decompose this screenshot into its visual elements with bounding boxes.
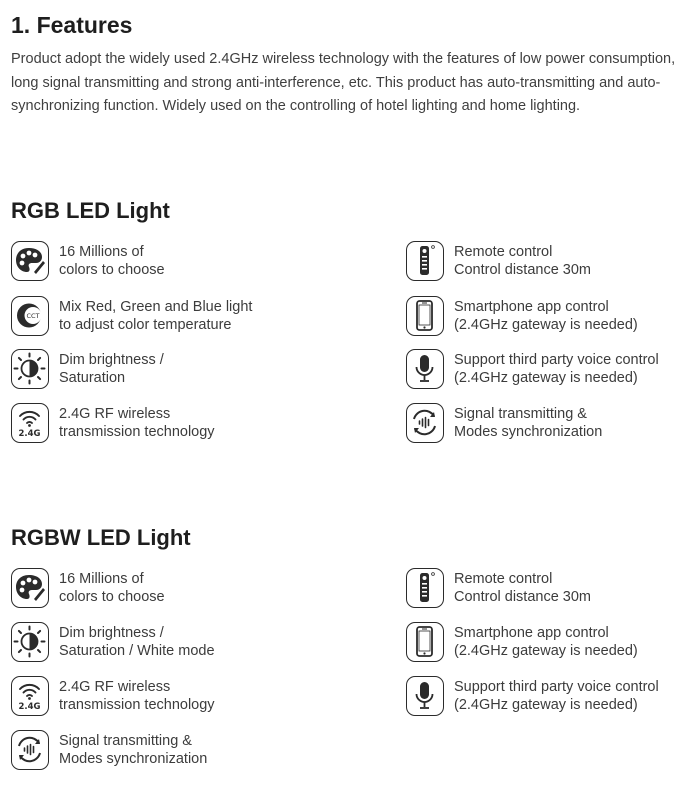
feature-item xyxy=(11,730,311,774)
wireless-icon xyxy=(11,676,49,716)
feature-line: Modes synchronization xyxy=(59,751,208,767)
feature-line: transmission technology xyxy=(59,697,215,713)
feature-item xyxy=(11,568,311,612)
features-heading: 1. Features xyxy=(11,12,133,38)
rgbw-section-title: RGBW LED Light xyxy=(11,525,191,550)
palette-icon xyxy=(11,241,49,281)
feature-line: (2.4GHz gateway is needed) xyxy=(454,643,638,659)
feature-line: Control distance 30m xyxy=(454,262,592,278)
feature-line: Smartphone app control xyxy=(454,625,609,641)
feature-line: Modes synchronization xyxy=(454,424,603,440)
feature-line: to adjust color temperature xyxy=(59,317,232,333)
feature-line: Support third party voice control xyxy=(454,352,659,368)
feature-item xyxy=(11,676,311,720)
feature-item xyxy=(11,296,311,340)
feature-item xyxy=(406,568,696,612)
brightness-icon xyxy=(11,622,49,662)
feature-line: (2.4GHz gateway is needed) xyxy=(454,697,638,713)
feature-line: transmission technology xyxy=(59,424,215,440)
feature-line: 16 Millions of xyxy=(59,571,144,587)
feature-item xyxy=(11,622,311,666)
feature-item xyxy=(406,349,696,393)
feature-line: Mix Red, Green and Blue light xyxy=(59,299,253,315)
feature-line: Smartphone app control xyxy=(454,299,609,315)
feature-line: (2.4GHz gateway is needed) xyxy=(454,317,638,333)
remote-control-icon xyxy=(406,241,444,281)
feature-line: Dim brightness / xyxy=(59,352,164,368)
feature-line: colors to choose xyxy=(59,262,165,278)
feature-line: Remote control xyxy=(454,571,553,587)
feature-item xyxy=(406,296,696,340)
feature-line: (2.4GHz gateway is needed) xyxy=(454,370,638,386)
feature-line: Signal transmitting & xyxy=(454,406,587,422)
feature-line: Saturation / White mode xyxy=(59,643,215,659)
feature-item xyxy=(11,241,311,285)
feature-line: colors to choose xyxy=(59,589,165,605)
feature-item xyxy=(406,241,696,285)
smartphone-icon xyxy=(406,296,444,336)
feature-line: Saturation xyxy=(59,370,126,386)
cct-icon-label: CCT xyxy=(26,312,40,320)
smartphone-icon xyxy=(406,622,444,662)
palette-icon xyxy=(11,568,49,608)
feature-item xyxy=(406,622,696,666)
wireless-icon-label: 2.4G xyxy=(18,702,41,712)
feature-line: Signal transmitting & xyxy=(59,733,192,749)
sync-icon xyxy=(406,403,444,443)
sync-icon xyxy=(11,730,49,770)
feature-line: 2.4G RF wireless xyxy=(59,406,171,422)
feature-line: Support third party voice control xyxy=(454,679,659,695)
microphone-icon xyxy=(406,349,444,389)
wireless-icon-label: 2.4G xyxy=(18,429,41,439)
feature-item xyxy=(11,349,311,393)
wireless-icon xyxy=(11,403,49,443)
feature-line: 16 Millions of xyxy=(59,244,144,260)
features-intro: Product adopt the widely used 2.4GHz wireless technology with the features of low power consumption, long signal transmitting and strong anti-interference, etc. This product has auto-transmitting and auto-synchronizing function. Widely used on the controlling of hotel lighting and home lighting. xyxy=(11,51,676,114)
feature-line: 2.4G RF wireless xyxy=(59,679,171,695)
feature-line: Dim brightness / xyxy=(59,625,164,641)
feature-line: Control distance 30m xyxy=(454,589,592,605)
cct-icon xyxy=(11,296,49,336)
feature-item xyxy=(406,676,696,720)
feature-line: Remote control xyxy=(454,244,553,260)
feature-item xyxy=(11,403,311,447)
microphone-icon xyxy=(406,676,444,716)
rgb-section-title: RGB LED Light xyxy=(11,198,170,223)
brightness-icon xyxy=(11,349,49,389)
feature-item xyxy=(406,403,696,447)
remote-control-icon xyxy=(406,568,444,608)
